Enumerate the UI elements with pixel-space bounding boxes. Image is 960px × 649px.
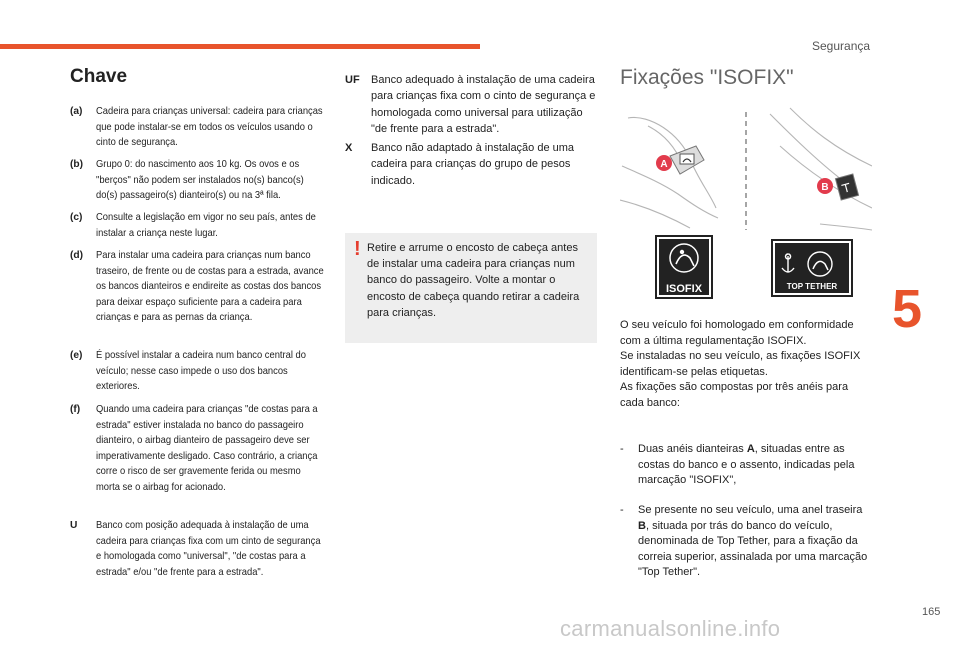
key-item-c <box>70 210 322 241</box>
isofix-intro <box>620 318 872 412</box>
chapter-number: 5 <box>892 279 923 339</box>
page-number: 165 <box>922 606 941 618</box>
key-item-text: Consulte a legislação em vigor no seu país, antes de instalar a criança neste lugar. <box>96 212 316 239</box>
svg-text:B: B <box>821 182 829 193</box>
key-item-e <box>70 348 322 395</box>
key-item-text: Para instalar uma cadeira para crianças num banco traseiro, de frente ou de costas para a estrada, avance os bancos dianteiros e endireite as costas dos bancos para deixar espaço suficiente para a cadeira para crianças e para as pernas da criança. <box>96 250 324 324</box>
intro-paragraph: Se instaladas no seu veículo, as fixações ISOFIX identificam-se pelas etiquetas. <box>620 350 861 378</box>
warning-text: Retire e arrume o encosto de cabeça antes de instalar uma cadeira para crianças num banco do passageiro. Volte a montar o encosto de cabeça quando retirar a cadeira para crianças. <box>367 242 580 319</box>
key-item-text: Grupo 0: do nascimento aos 10 kg. Os ovos e os "berços" não podem ser instalados no(s) banco(s) do(s) passageiro(s) dianteiro(s) ou na 3ª fila. <box>96 159 304 202</box>
key-item-text: Quando uma cadeira para crianças "de costas para a estrada" estiver instalada no banco do passageiro dianteiro, o airbag dianteiro de passageiro deve ser imperativamente desligado. Caso contrário, a criança corre o risco de ser gravemente ferida ou mesmo morta se o airbag for acionado. <box>96 404 318 493</box>
header-accent-bar <box>0 44 480 49</box>
isofix-drawing <box>620 104 872 302</box>
bullet-text: Duas anéis dianteiras A, situadas entre as costas do banco e o assento, indicadas pela marcação "ISOFIX", <box>638 443 855 487</box>
bullet-dash: - <box>620 443 624 455</box>
key-item-f <box>70 402 322 496</box>
intro-paragraph: O seu veículo foi homologado em conformidade com a última regulamentação ISOFIX. <box>620 319 854 347</box>
key-item-b <box>70 157 322 204</box>
key-item-code: (a) <box>70 106 83 117</box>
top-tether-label <box>772 240 852 296</box>
key-item-uf <box>345 72 597 138</box>
key-item-code: U <box>70 520 78 531</box>
marker-a <box>656 155 672 171</box>
key-title: Chave <box>70 66 128 87</box>
key-item-a <box>70 104 322 151</box>
isofix-title: Fixações "ISOFIX" <box>620 66 794 89</box>
bullet-top-tether <box>620 503 872 581</box>
top-tether-anchor-b <box>835 174 858 200</box>
marker-b <box>817 178 833 194</box>
svg-text:ISOFIX: ISOFIX <box>665 283 703 295</box>
key-item-code: (e) <box>70 350 83 361</box>
intro-paragraph: As fixações são compostas por três anéis para cada banco: <box>620 381 849 409</box>
bullet-text: Se presente no seu veículo, uma anel traseira B, situada por trás do banco do veículo, denominada de Top Tether, para a fixação da correia superior, assinalada por uma marcação "Top Tether". <box>638 504 868 579</box>
key-item-text: Cadeira para crianças universal: cadeira para crianças que pode instalar-se em todos os veículos usando o cinto de segurança. <box>96 106 323 149</box>
key-item-code: UF <box>345 74 360 86</box>
bullet-dash: - <box>620 504 624 516</box>
key-item-code: (d) <box>70 250 84 261</box>
key-item-x <box>345 140 597 189</box>
warning-icon: ! <box>354 238 361 260</box>
key-item-code: (c) <box>70 212 83 223</box>
key-item-code: (b) <box>70 159 84 170</box>
key-item-code: X <box>345 142 353 154</box>
key-item-d <box>70 248 322 326</box>
section-title: Segurança <box>812 39 871 53</box>
isofix-illustration <box>620 104 872 302</box>
svg-text:A: A <box>660 159 668 170</box>
isofix-label <box>656 236 712 298</box>
key-item-text: Banco adequado à instalação de uma cadeira para crianças fixa com o cinto de segurança e homologada como universal para utilização "de frente para a estrada". <box>371 74 596 136</box>
key-item-u <box>70 518 322 580</box>
key-item-text: Banco com posição adequada à instalação de uma cadeira para crianças fixa com um cinto de segurança e homologada como "universal", "de costas para a estrada" e/ou "de frente para a estrada". <box>96 520 321 578</box>
key-item-text: Banco não adaptado à instalação de uma cadeira para crianças do grupo de pesos indicado. <box>371 142 575 187</box>
key-item-code: (f) <box>70 404 81 415</box>
svg-text:TOP TETHER: TOP TETHER <box>786 282 838 291</box>
watermark: carmanualsonline.info <box>560 616 781 641</box>
key-item-text: É possível instalar a cadeira num banco central do veículo; nesse caso impede o uso dos bancos exteriores. <box>96 350 306 393</box>
bullet-front-anchors <box>620 442 872 489</box>
